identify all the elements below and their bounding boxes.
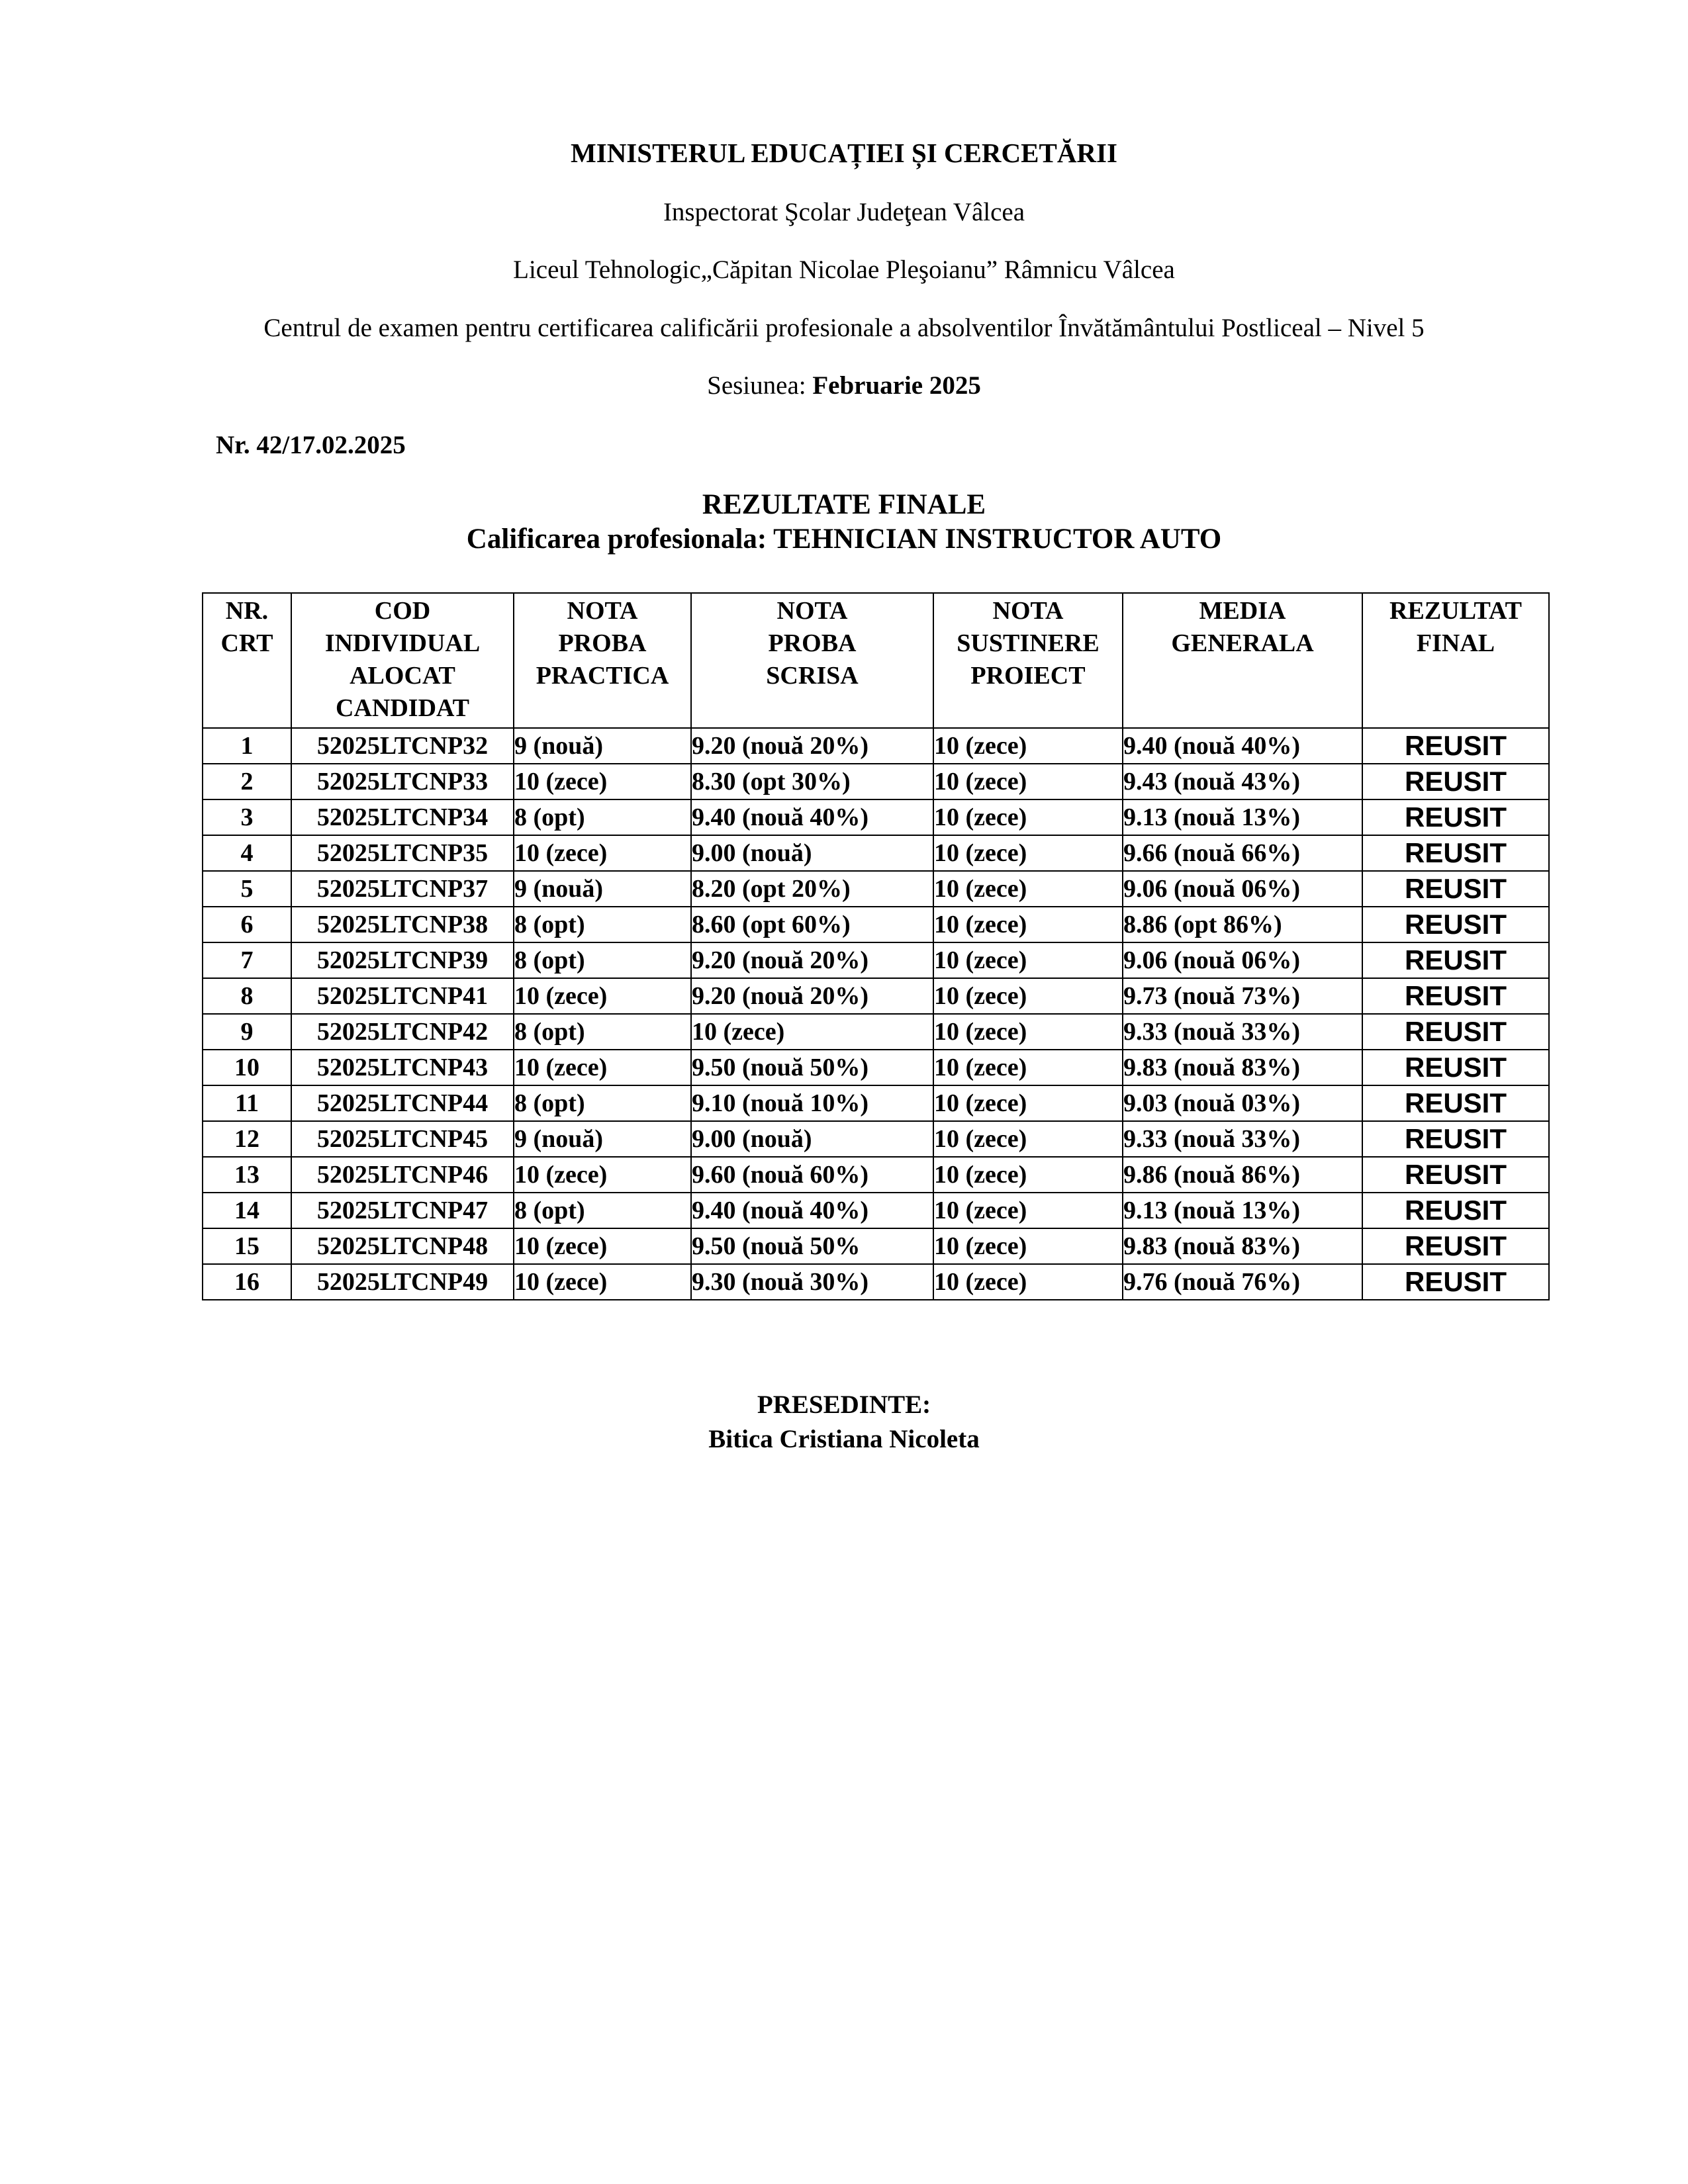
cell-nota-practica: 10 (zece) (514, 1228, 691, 1264)
cell-nota-scrisa: 9.20 (nouă 20%) (691, 978, 933, 1014)
header-line: NR. (225, 597, 269, 625)
cell-nota-scrisa: 9.60 (nouă 60%) (691, 1157, 933, 1193)
inspectorate-line: Inspectorat Şcolar Judeţean Vâlcea (663, 198, 1025, 226)
header-nr-crt (203, 593, 291, 728)
cell-nota-practica: 10 (zece) (514, 764, 691, 799)
cell-rezultat-final: REUSIT (1362, 1193, 1549, 1228)
cell-rezultat-final: REUSIT (1362, 1264, 1549, 1300)
cell-nota-proiect: 10 (zece) (933, 907, 1123, 942)
header-line: REZULTAT (1389, 597, 1522, 625)
table-row (203, 1014, 1549, 1050)
cell-cod-candidat: 52025LTCNP44 (291, 1085, 514, 1121)
cell-nr-crt: 1 (203, 728, 291, 764)
results-title: REZULTATE FINALE (702, 489, 986, 520)
cell-rezultat-final: REUSIT (1362, 835, 1549, 871)
header-nota-practica (514, 593, 691, 728)
document-number: Nr. 42/17.02.2025 (216, 431, 406, 459)
table-row (203, 1264, 1549, 1300)
qualification-subtitle: Calificarea profesionala: TEHNICIAN INSTRUCTOR AUTO (466, 523, 1222, 555)
cell-nr-crt: 8 (203, 978, 291, 1014)
cell-nr-crt: 2 (203, 764, 291, 799)
cell-nr-crt: 4 (203, 835, 291, 871)
cell-media-generala: 9.03 (nouă 03%) (1123, 1085, 1362, 1121)
header-line: SUSTINERE (957, 629, 1100, 657)
ministry-title: MINISTERUL EDUCAȚIEI ȘI CERCETĂRII (571, 138, 1117, 168)
cell-nota-practica: 10 (zece) (514, 978, 691, 1014)
results-table (202, 592, 1550, 1300)
cell-rezultat-final: REUSIT (1362, 728, 1549, 764)
cell-rezultat-final: REUSIT (1362, 871, 1549, 907)
header-media-generala (1123, 593, 1362, 728)
cell-rezultat-final: REUSIT (1362, 1228, 1549, 1264)
cell-rezultat-final: REUSIT (1362, 1121, 1549, 1157)
signature-role: PRESEDINTE: (757, 1390, 931, 1419)
cell-nota-practica: 9 (nouă) (514, 728, 691, 764)
cell-nota-proiect: 10 (zece) (933, 1264, 1123, 1300)
cell-nota-scrisa: 8.30 (opt 30%) (691, 764, 933, 799)
cell-nota-proiect: 10 (zece) (933, 1014, 1123, 1050)
cell-nr-crt: 13 (203, 1157, 291, 1193)
header-line: PROBA (558, 629, 647, 657)
cell-nota-proiect: 10 (zece) (933, 1121, 1123, 1157)
cell-nota-proiect: 10 (zece) (933, 1228, 1123, 1264)
cell-nota-proiect: 10 (zece) (933, 835, 1123, 871)
session-line (0, 371, 1688, 401)
cell-cod-candidat: 52025LTCNP32 (291, 728, 514, 764)
cell-cod-candidat: 52025LTCNP37 (291, 871, 514, 907)
header-line: NOTA (567, 597, 638, 625)
session-label: Sesiunea: (707, 371, 813, 400)
cell-cod-candidat: 52025LTCNP34 (291, 799, 514, 835)
table-body (203, 728, 1549, 1300)
cell-media-generala: 9.83 (nouă 83%) (1123, 1228, 1362, 1264)
session-value: Februarie 2025 (812, 371, 981, 400)
cell-nota-scrisa: 9.00 (nouă) (691, 835, 933, 871)
header-rezultat-final (1362, 593, 1549, 728)
cell-media-generala: 9.83 (nouă 83%) (1123, 1050, 1362, 1085)
cell-nr-crt: 11 (203, 1085, 291, 1121)
table-row (203, 1121, 1549, 1157)
cell-nota-scrisa: 8.60 (opt 60%) (691, 907, 933, 942)
cell-media-generala: 9.73 (nouă 73%) (1123, 978, 1362, 1014)
cell-nota-practica: 10 (zece) (514, 835, 691, 871)
cell-nota-practica: 8 (opt) (514, 907, 691, 942)
header-line: CANDIDAT (336, 694, 469, 722)
cell-nr-crt: 16 (203, 1264, 291, 1300)
cell-nota-scrisa: 8.20 (opt 20%) (691, 871, 933, 907)
cell-cod-candidat: 52025LTCNP33 (291, 764, 514, 799)
cell-rezultat-final: REUSIT (1362, 1085, 1549, 1121)
header-line: NOTA (776, 597, 848, 625)
header-line: ALOCAT (350, 662, 455, 690)
header-line: GENERALA (1171, 629, 1314, 657)
table-row (203, 1050, 1549, 1085)
cell-nota-practica: 9 (nouă) (514, 871, 691, 907)
cell-media-generala: 9.06 (nouă 06%) (1123, 942, 1362, 978)
cell-nota-proiect: 10 (zece) (933, 728, 1123, 764)
cell-nr-crt: 14 (203, 1193, 291, 1228)
cell-nota-scrisa: 9.40 (nouă 40%) (691, 799, 933, 835)
cell-nr-crt: 15 (203, 1228, 291, 1264)
cell-nota-practica: 8 (opt) (514, 1193, 691, 1228)
cell-nota-proiect: 10 (zece) (933, 799, 1123, 835)
cell-cod-candidat: 52025LTCNP47 (291, 1193, 514, 1228)
cell-nr-crt: 9 (203, 1014, 291, 1050)
cell-nota-practica: 10 (zece) (514, 1050, 691, 1085)
table-row (203, 799, 1549, 835)
header-nota-scrisa (691, 593, 933, 728)
cell-nota-scrisa: 9.50 (nouă 50% (691, 1228, 933, 1264)
cell-media-generala: 9.33 (nouă 33%) (1123, 1121, 1362, 1157)
header-line: INDIVIDUAL (324, 629, 481, 657)
table-row (203, 1193, 1549, 1228)
cell-nota-practica: 8 (opt) (514, 1014, 691, 1050)
table-row (203, 871, 1549, 907)
header-line: PRACTICA (536, 662, 669, 690)
cell-cod-candidat: 52025LTCNP49 (291, 1264, 514, 1300)
header-line: NOTA (992, 597, 1064, 625)
cell-nota-scrisa: 9.40 (nouă 40%) (691, 1193, 933, 1228)
cell-media-generala: 9.13 (nouă 13%) (1123, 799, 1362, 835)
table-row (203, 1228, 1549, 1264)
cell-cod-candidat: 52025LTCNP48 (291, 1228, 514, 1264)
cell-nota-scrisa: 9.00 (nouă) (691, 1121, 933, 1157)
cell-nota-scrisa: 9.50 (nouă 50%) (691, 1050, 933, 1085)
table-row (203, 942, 1549, 978)
cell-nota-proiect: 10 (zece) (933, 871, 1123, 907)
cell-nota-proiect: 10 (zece) (933, 1085, 1123, 1121)
cell-media-generala: 9.66 (nouă 66%) (1123, 835, 1362, 871)
cell-cod-candidat: 52025LTCNP46 (291, 1157, 514, 1193)
signature-name: Bitica Cristiana Nicoleta (708, 1425, 980, 1453)
cell-rezultat-final: REUSIT (1362, 978, 1549, 1014)
header-line: SCRISA (766, 662, 859, 690)
cell-media-generala: 9.13 (nouă 13%) (1123, 1193, 1362, 1228)
cell-cod-candidat: 52025LTCNP41 (291, 978, 514, 1014)
cell-nota-practica: 9 (nouă) (514, 1121, 691, 1157)
cell-media-generala: 9.76 (nouă 76%) (1123, 1264, 1362, 1300)
table-row (203, 978, 1549, 1014)
cell-nr-crt: 7 (203, 942, 291, 978)
cell-cod-candidat: 52025LTCNP38 (291, 907, 514, 942)
exam-center-line: Centrul de examen pentru certificarea calificării profesionale a absolventilor Învătământului Postliceal – Nivel 5 (263, 314, 1425, 342)
cell-rezultat-final: REUSIT (1362, 942, 1549, 978)
cell-cod-candidat: 52025LTCNP42 (291, 1014, 514, 1050)
cell-nr-crt: 12 (203, 1121, 291, 1157)
cell-cod-candidat: 52025LTCNP35 (291, 835, 514, 871)
cell-nota-practica: 10 (zece) (514, 1157, 691, 1193)
cell-rezultat-final: REUSIT (1362, 1014, 1549, 1050)
cell-nota-proiect: 10 (zece) (933, 1193, 1123, 1228)
cell-rezultat-final: REUSIT (1362, 1157, 1549, 1193)
cell-nota-proiect: 10 (zece) (933, 942, 1123, 978)
cell-nota-scrisa: 10 (zece) (691, 1014, 933, 1050)
cell-cod-candidat: 52025LTCNP39 (291, 942, 514, 978)
table-row (203, 1085, 1549, 1121)
cell-rezultat-final: REUSIT (1362, 799, 1549, 835)
cell-media-generala: 8.86 (opt 86%) (1123, 907, 1362, 942)
table-row (203, 1157, 1549, 1193)
table-row (203, 907, 1549, 942)
cell-nota-scrisa: 9.20 (nouă 20%) (691, 942, 933, 978)
cell-nota-proiect: 10 (zece) (933, 1157, 1123, 1193)
cell-cod-candidat: 52025LTCNP43 (291, 1050, 514, 1085)
cell-cod-candidat: 52025LTCNP45 (291, 1121, 514, 1157)
school-line: Liceul Tehnologic„Căpitan Nicolae Pleşoianu” Râmnicu Vâlcea (513, 255, 1175, 284)
header-line: COD (374, 597, 431, 625)
cell-nota-practica: 8 (opt) (514, 799, 691, 835)
cell-rezultat-final: REUSIT (1362, 764, 1549, 799)
cell-nr-crt: 10 (203, 1050, 291, 1085)
cell-rezultat-final: REUSIT (1362, 907, 1549, 942)
cell-media-generala: 9.43 (nouă 43%) (1123, 764, 1362, 799)
cell-media-generala: 9.06 (nouă 06%) (1123, 871, 1362, 907)
cell-nr-crt: 6 (203, 907, 291, 942)
cell-nota-scrisa: 9.30 (nouă 30%) (691, 1264, 933, 1300)
cell-nota-scrisa: 9.20 (nouă 20%) (691, 728, 933, 764)
header-line: FINAL (1416, 629, 1495, 657)
cell-nota-practica: 8 (opt) (514, 1085, 691, 1121)
header-nota-proiect (933, 593, 1123, 728)
cell-nota-proiect: 10 (zece) (933, 978, 1123, 1014)
table-header-row (203, 593, 1549, 728)
cell-nr-crt: 5 (203, 871, 291, 907)
cell-nr-crt: 3 (203, 799, 291, 835)
cell-media-generala: 9.40 (nouă 40%) (1123, 728, 1362, 764)
table-row (203, 835, 1549, 871)
header-line: PROIECT (970, 662, 1086, 690)
table-row (203, 728, 1549, 764)
cell-nota-proiect: 10 (zece) (933, 1050, 1123, 1085)
cell-media-generala: 9.86 (nouă 86%) (1123, 1157, 1362, 1193)
cell-nota-scrisa: 9.10 (nouă 10%) (691, 1085, 933, 1121)
cell-media-generala: 9.33 (nouă 33%) (1123, 1014, 1362, 1050)
header-line: PROBA (768, 629, 857, 657)
table-row (203, 764, 1549, 799)
header-line: CRT (220, 629, 273, 657)
cell-rezultat-final: REUSIT (1362, 1050, 1549, 1085)
cell-nota-proiect: 10 (zece) (933, 764, 1123, 799)
cell-nota-practica: 8 (opt) (514, 942, 691, 978)
header-line: MEDIA (1199, 597, 1286, 625)
cell-nota-practica: 10 (zece) (514, 1264, 691, 1300)
header-cod-candidat (291, 593, 514, 728)
